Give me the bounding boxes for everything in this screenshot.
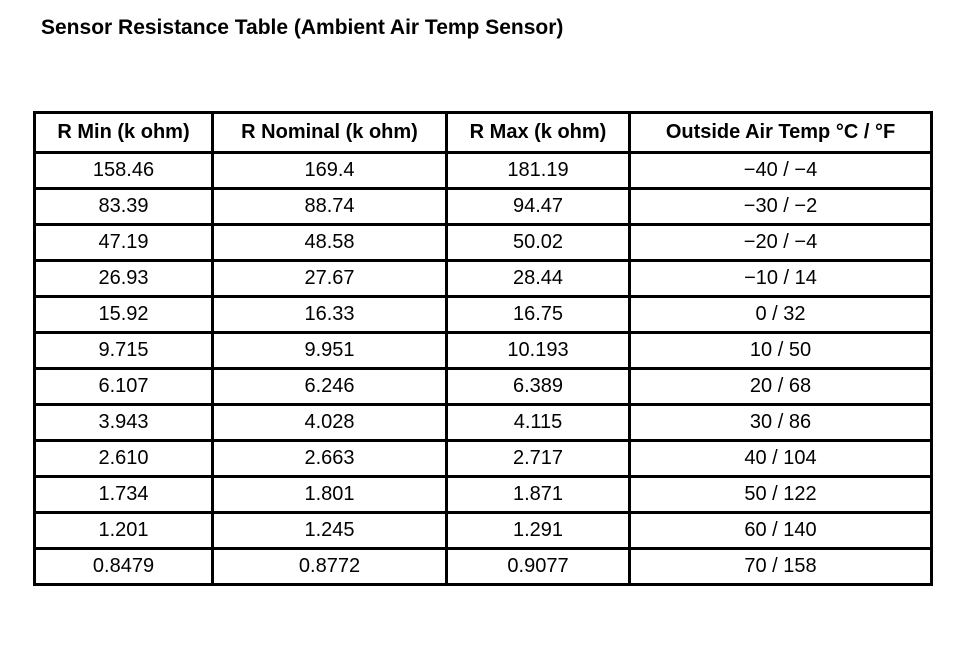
cell-r-max: 94.47: [447, 189, 630, 225]
cell-r-min: 1.201: [35, 513, 213, 549]
cell-outside-air-temp: 10 / 50: [630, 333, 932, 369]
table-container: [33, 111, 933, 586]
cell-r-min: 9.715: [35, 333, 213, 369]
column-header-r-min: R Min (k ohm): [35, 113, 213, 153]
cell-r-max: 50.02: [447, 225, 630, 261]
table-header-row: [35, 113, 932, 153]
table-row: [35, 513, 932, 549]
table-row: [35, 549, 932, 585]
table-row: [35, 405, 932, 441]
table-row: [35, 261, 932, 297]
cell-r-min: 1.734: [35, 477, 213, 513]
cell-r-max: 1.871: [447, 477, 630, 513]
cell-r-nominal: 1.801: [213, 477, 447, 513]
cell-r-nominal: 1.245: [213, 513, 447, 549]
cell-r-nominal: 6.246: [213, 369, 447, 405]
cell-r-nominal: 2.663: [213, 441, 447, 477]
cell-outside-air-temp: 50 / 122: [630, 477, 932, 513]
column-header-outside-air-temp: Outside Air Temp °C / °F: [630, 113, 932, 153]
column-header-r-nominal: R Nominal (k ohm): [213, 113, 447, 153]
cell-r-nominal: 88.74: [213, 189, 447, 225]
cell-r-min: 2.610: [35, 441, 213, 477]
cell-r-nominal: 16.33: [213, 297, 447, 333]
cell-r-max: 28.44: [447, 261, 630, 297]
cell-outside-air-temp: −10 / 14: [630, 261, 932, 297]
cell-r-nominal: 4.028: [213, 405, 447, 441]
table-body: [35, 153, 932, 585]
cell-r-nominal: 9.951: [213, 333, 447, 369]
cell-r-min: 15.92: [35, 297, 213, 333]
cell-r-max: 16.75: [447, 297, 630, 333]
cell-r-nominal: 48.58: [213, 225, 447, 261]
cell-r-nominal: 169.4: [213, 153, 447, 189]
cell-r-max: 4.115: [447, 405, 630, 441]
cell-outside-air-temp: 0 / 32: [630, 297, 932, 333]
table-row: [35, 225, 932, 261]
cell-r-max: 0.9077: [447, 549, 630, 585]
cell-r-max: 2.717: [447, 441, 630, 477]
cell-outside-air-temp: 30 / 86: [630, 405, 932, 441]
cell-outside-air-temp: −40 / −4: [630, 153, 932, 189]
cell-outside-air-temp: −30 / −2: [630, 189, 932, 225]
table-row: [35, 189, 932, 225]
cell-r-max: 6.389: [447, 369, 630, 405]
cell-r-min: 6.107: [35, 369, 213, 405]
table-row: [35, 333, 932, 369]
sensor-resistance-table: [33, 111, 933, 586]
cell-r-min: 158.46: [35, 153, 213, 189]
cell-r-min: 83.39: [35, 189, 213, 225]
cell-outside-air-temp: 40 / 104: [630, 441, 932, 477]
cell-r-min: 26.93: [35, 261, 213, 297]
column-header-r-max: R Max (k ohm): [447, 113, 630, 153]
table-row: [35, 297, 932, 333]
cell-outside-air-temp: −20 / −4: [630, 225, 932, 261]
table-row: [35, 369, 932, 405]
table-row: [35, 477, 932, 513]
cell-r-nominal: 0.8772: [213, 549, 447, 585]
cell-outside-air-temp: 70 / 158: [630, 549, 932, 585]
cell-r-max: 1.291: [447, 513, 630, 549]
cell-r-nominal: 27.67: [213, 261, 447, 297]
cell-outside-air-temp: 20 / 68: [630, 369, 932, 405]
cell-r-min: 3.943: [35, 405, 213, 441]
page-title: Sensor Resistance Table (Ambient Air Temp Sensor): [41, 16, 564, 39]
cell-r-max: 181.19: [447, 153, 630, 189]
cell-r-min: 0.8479: [35, 549, 213, 585]
table-row: [35, 153, 932, 189]
cell-r-min: 47.19: [35, 225, 213, 261]
cell-r-max: 10.193: [447, 333, 630, 369]
table-row: [35, 441, 932, 477]
cell-outside-air-temp: 60 / 140: [630, 513, 932, 549]
